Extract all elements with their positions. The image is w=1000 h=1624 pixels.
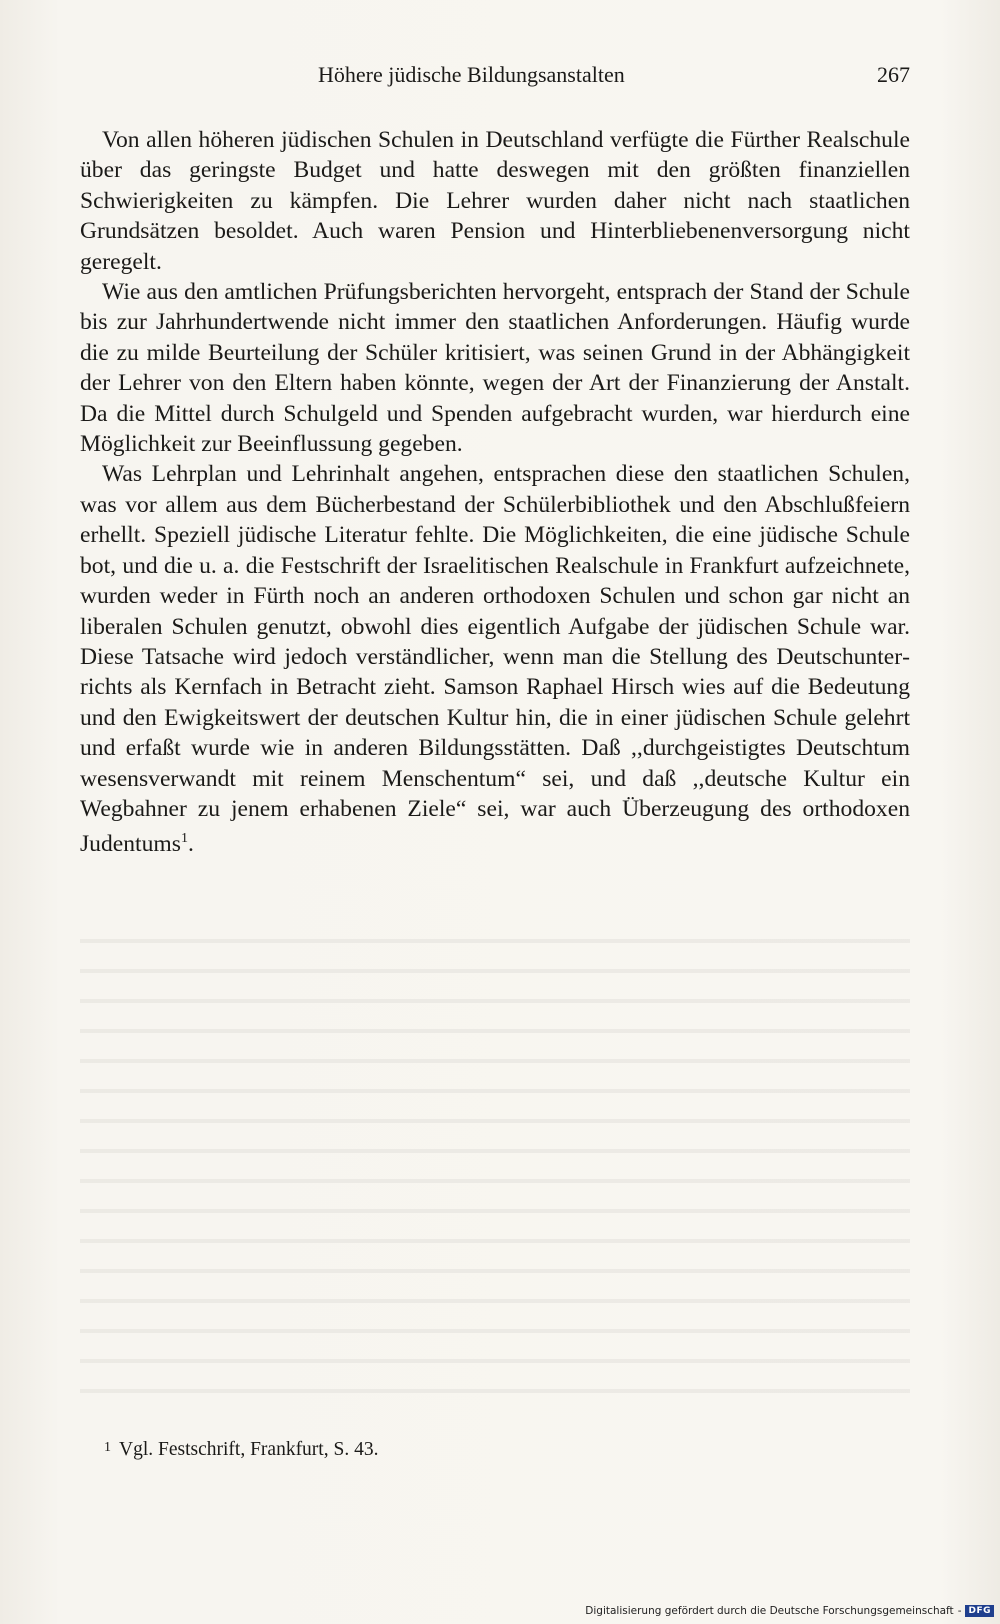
- credit-separator: -: [957, 1605, 962, 1617]
- footnote-text: Vgl. Festschrift, Frankfurt, S. 43.: [119, 1439, 379, 1460]
- running-title: Höhere jüdische Bildungsanstalten: [318, 62, 625, 87]
- paragraph-1: Von allen höheren jüdischen Schulen in Deutschland verfügte die Fürther Realschule über das geringste Budget und hatte deswegen mit den größten finanziellen Schwierigkeiten zu kämpfen. Die Lehrer wurden daher nicht nach staatlichen Grundsätzen besoldet. Auch waren Pension und Hinterbliebenenversorgung nicht geregelt.: [80, 127, 910, 275]
- footnotes: [80, 1436, 910, 1462]
- digitization-credit: [585, 1602, 994, 1620]
- paragraph-3: [80, 459, 910, 859]
- paragraph-3-text: Was Lehrplan und Lehrinhalt angehen, entsprachen diese den staatlichen Schulen, was vor allem aus dem Bücherbestand der Schülerbibliothek und den Abschlußfeiern erhellt. Speziell jüdische Literatur fehlte. Die Möglichkeiten, die eine jüdische Schule bot, und die u. a. die Festschrift der Israelitischen Realschule in Frankfurt aufzeichnete, wurden weder in Fürth noch an anderen orthodoxen Schulen und schon gar nicht an liberalen Schulen genutzt, obwohl dies eigentlich Aufgabe der jüdischen Schule war. Diese Tatsache wird jedoch verständlicher, wenn man die Stellung des Deutschunterrichts als Kernfach in Betracht zieht. Samson Raphael Hirsch wies auf die Bedeutung und den Ewigkeitswert der deutschen Kultur hin, die in einer jüdischen Schule gelehrt und erfaßt wurde wie in anderen Bildungsstätten. Daß ,,durchgeistigtes Deutschtum wesensverwandt mit reinem Menschentum“ sei, und daß ,,deutsche Kultur ein Wegbahner zu jenem erhabenen Ziele“ sei, war auch Überzeugung des orthodoxen Judentums: [80, 461, 910, 858]
- footnote-1: [80, 1436, 910, 1462]
- paragraph-3-end: .: [187, 831, 194, 858]
- credit-text: Digitalisierung gefördert durch die Deutsche Forschungsgemeinschaft: [585, 1605, 954, 1617]
- footnote-reference: 1: [180, 831, 188, 847]
- dfg-logo-icon: DFG: [965, 1605, 994, 1617]
- footnote-marker: 1: [104, 1440, 111, 1455]
- body-text: [80, 125, 910, 860]
- paragraph-2: Wie aus den amtlichen Prüfungsberichten hervorgeht, entsprach der Stand der Schule bis zur Jahrhundertwende nicht immer den staatlichen Anforderungen. Häufig wurde die zu milde Beurteilung der Schüler kritisiert, was seinen Grund in der Abhängigkeit der Lehrer von den Eltern haben könnte, wegen der Art der Finanzierung der Anstalt. Da die Mittel durch Schulgeld und Spenden aufgebracht wurden, war hierdurch eine Möglichkeit zur Beeinflussung gegeben.: [80, 279, 910, 458]
- page-number: 267: [877, 62, 910, 87]
- show-through-texture: [80, 920, 910, 1410]
- running-head: [80, 62, 910, 92]
